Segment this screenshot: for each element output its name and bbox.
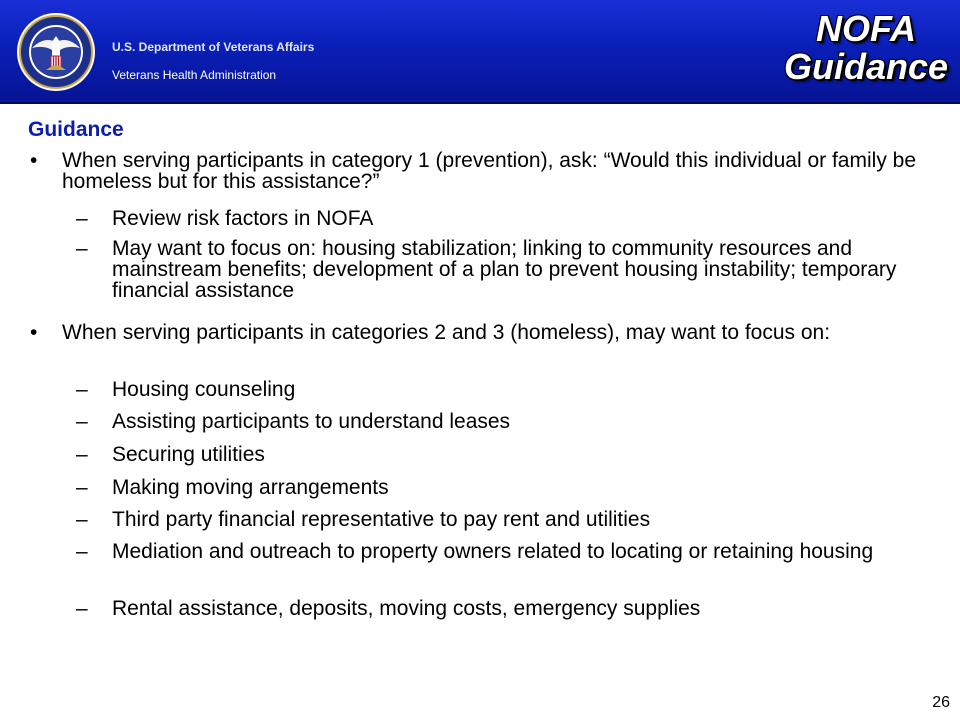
dash-marker: – <box>76 378 88 401</box>
department-name: U.S. Department of Veterans Affairs <box>112 40 315 54</box>
dash-marker: – <box>76 237 88 260</box>
slide-title-line1: NOFA <box>815 8 916 49</box>
dash-marker: – <box>76 597 88 620</box>
bullet-marker: • <box>30 149 38 172</box>
sub-bullet-text: Third party financial representative to pay rent and utilities <box>112 508 651 531</box>
va-seal-icon <box>16 12 96 92</box>
slide-title <box>784 10 948 86</box>
slide-content <box>0 104 960 704</box>
sub-bullet-text: Housing counseling <box>112 378 296 401</box>
sub-bullet-text: Making moving arrangements <box>112 476 389 499</box>
sub-bullet-text: Securing utilities <box>112 443 265 466</box>
slide-title-line2: Guidance <box>783 46 948 87</box>
bullet-text: When serving participants in category 1 (prevention), ask: “Would this individual or family be homeless but for this assistance?” <box>62 149 917 193</box>
dash-marker: – <box>76 207 88 230</box>
slide-header <box>0 0 960 104</box>
dash-marker: – <box>76 410 88 433</box>
dash-marker: – <box>76 540 88 563</box>
sub-bullet-text: May want to focus on: housing stabilization; linking to community resources and mainstream benefits; development of a plan to prevent housing instability; temporary financial assistance <box>112 237 897 302</box>
bullet-marker: • <box>30 321 38 344</box>
sub-bullet-text: Rental assistance, deposits, moving costs, emergency supplies <box>112 597 701 620</box>
dash-marker: – <box>76 443 88 466</box>
page-number: 26 <box>932 694 950 711</box>
sub-bullet-text: Review risk factors in NOFA <box>112 207 374 230</box>
dash-marker: – <box>76 508 88 531</box>
sub-bullet-text: Mediation and outreach to property owners related to locating or retaining housing <box>112 540 874 563</box>
bullet-text: When serving participants in categories 2 and 3 (homeless), may want to focus on: <box>62 321 831 344</box>
sub-bullet-text: Assisting participants to understand leases <box>112 410 511 433</box>
section-heading: Guidance <box>28 118 124 141</box>
administration-name: Veterans Health Administration <box>112 68 277 82</box>
dash-marker: – <box>76 476 88 499</box>
